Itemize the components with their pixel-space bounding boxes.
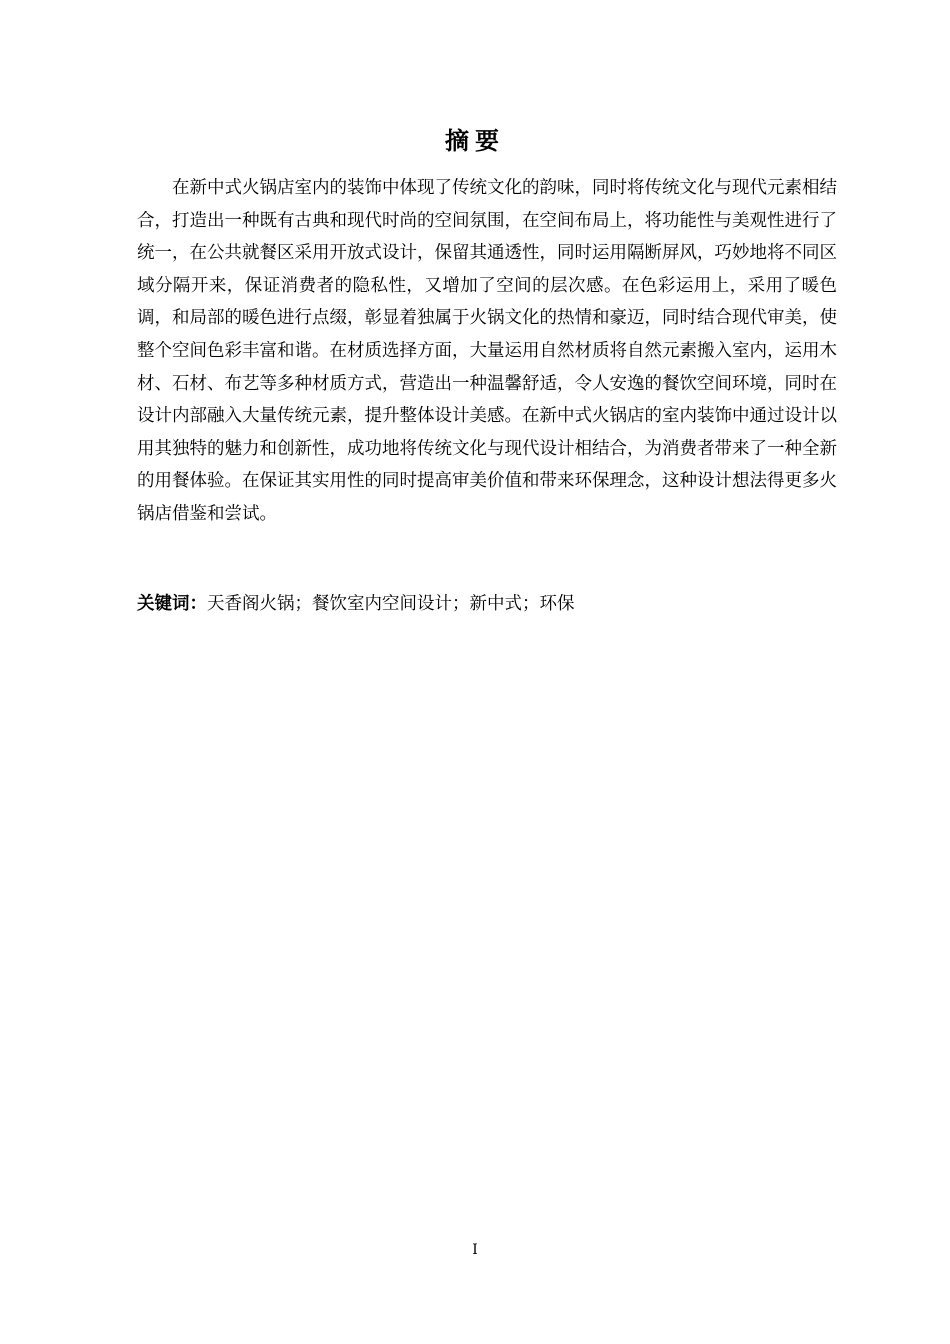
keywords-label: 关键词： bbox=[137, 594, 207, 614]
page-title: 摘要 bbox=[445, 127, 505, 155]
page-number: I bbox=[472, 1242, 478, 1258]
abstract-paragraph: 在新中式火锅店室内的装饰中体现了传统文化的韵味，同时将传统文化与现代元素相结合，打造出一种既有古典和现代时尚的空间氛围，在空间布局上，将功能性与美观性进行了统一，在公共就餐区采用开放式设计，保留其通透性，同时运用隔断屏风，巧妙地将不同区域分隔开来，保证消费者的隐私性，又增加了空间的层次感。在色彩运用上，采用了暖色调，和局部的暖色进行点缀，彰显着独属于火锅文化的热情和豪迈，同时结合现代审美，使整个空间色彩丰富和谐。在材质选择方面，大量运用自然材质将自然元素搬入室内，运用木材、石材、布艺等多种材质方式，营造出一种温馨舒适，令人安逸的餐饮空间环境，同时在设计内部融入大量传统元素，提升整体设计美感。在新中式火锅店的室内装饰中通过设计以用其独特的魅力和创新性，成功地将传统文化与现代设计相结合，为消费者带来了一种全新的用餐体验。在保证其实用性的同时提高审美价值和带来环保理念，这种设计想法得更多火锅店借鉴和尝试。 bbox=[137, 178, 837, 524]
keywords-line bbox=[137, 590, 837, 618]
keywords-text: 天香阁火锅；餐饮室内空间设计；新中式；环保 bbox=[207, 594, 575, 614]
